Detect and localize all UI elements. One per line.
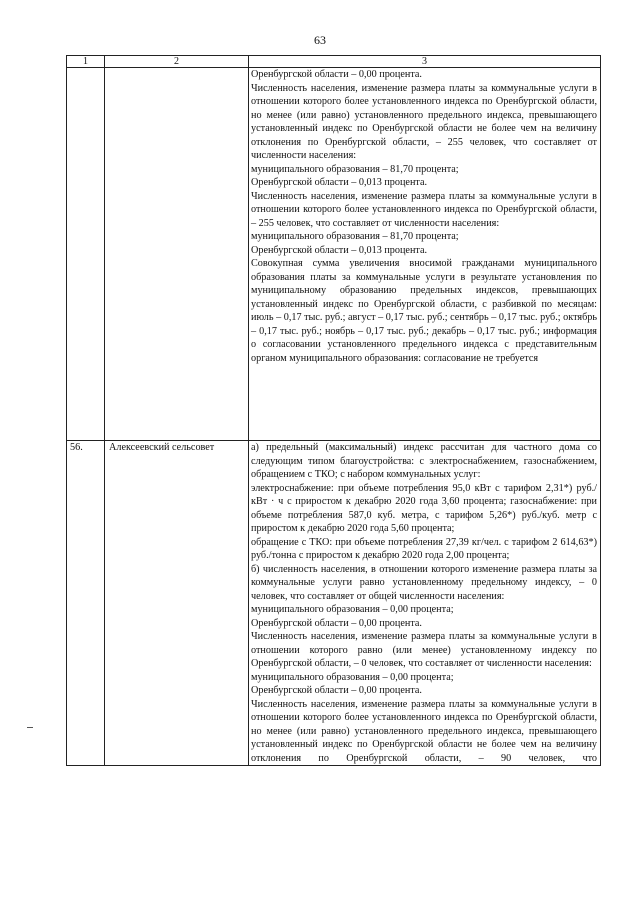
row-description-cell xyxy=(249,68,601,441)
municipality-name: Алексеевский сельсовет xyxy=(105,441,249,766)
paragraph: муниципального образования – 0,00 процента; xyxy=(251,671,454,683)
paragraph: Численность населения, изменение размера платы за коммунальные услуги в отношении которого равно (или менее) установленному индексу по Оренбургской области, – 0 человек, что составляет от численности населения: xyxy=(251,631,597,669)
paragraph: Численность населения, изменение размера платы за коммунальные услуги в отношении которого более установленного индекса по Оренбургской области, но менее (или равно) установленного предельного индекса, превышающего установленный индекс по Оренбургской области не более чем на величину отклонения по Оренбургской области, – 255 человек, что составляет от численности населения: xyxy=(251,82,597,161)
row-number-cell xyxy=(67,68,105,441)
row-number: 56. xyxy=(67,441,105,766)
margin-mark xyxy=(27,727,33,728)
paragraph: б) численность населения, в отношении которого изменение размера платы за коммунальные услуги равно установленному предельному индексу, – 0 человек, что составляет от общей численности населения: xyxy=(251,563,597,602)
header-col-3: 3 xyxy=(249,56,601,68)
paragraph: Численность населения, изменение размера платы за коммунальные услуги в отношении которого более установленного индекса по Оренбургской области, но менее (или равно) установленного предельного индекса, превышающего установленный индекс по Оренбургской области не более чем на величину отклонения по Оренбургской области, – 90 человек, что xyxy=(251,698,597,764)
paragraph: Оренбургской области – 0,013 процента. xyxy=(251,177,428,188)
header-col-2: 2 xyxy=(105,56,249,68)
row-description-cell xyxy=(249,441,601,766)
table-row-continued xyxy=(67,68,601,441)
paragraph: муниципального образования – 81,70 процента; xyxy=(251,231,459,242)
paragraph: Совокупная сумма увеличения вносимой гражданами муниципального образования платы за коммунальные услуги в результате установления по муниципальному образованию предельных индексов, превышающих установленный индекс по Оренбургской области, с разбивкой по месяцам: июль – 0,17 тыс. руб.; август – 0,17 тыс. руб.; сентябрь – 0,17 тыс. руб.; октябрь – 0,17 тыс. руб.; ноябрь – 0,17 тыс. руб.; декабрь – 0,17 тыс. руб.; информация о согласовании установленного предельного индекса с представительным органом муниципального образования: согласование не требуется xyxy=(251,258,598,364)
paragraph: обращение с ТКО: при объеме потребления 27,39 кг/чел. с тарифом 2 614,63*) руб./тонна с приростом к декабрю 2020 года 2,00 процента; xyxy=(251,536,597,561)
paragraph: Численность населения, изменение размера платы за коммунальные услуги в отношении которого более установленного индекса по Оренбургской области, – 255 человек, что составляет от численности населения: xyxy=(251,190,597,229)
paragraph: Оренбургской области – 0,013 процента. xyxy=(251,244,428,256)
header-col-1: 1 xyxy=(67,56,105,68)
paragraph: а) предельный (максимальный) индекс рассчитан для частного дома со следующим типом благоустройства: с электроснабжением, газоснабжением, обращением с ТКО; с набором коммунальных услуг: xyxy=(251,442,597,480)
page-number: 63 xyxy=(314,33,326,47)
paragraph: Оренбургской области – 0,00 процента. xyxy=(251,617,422,629)
row-name-cell xyxy=(105,68,249,441)
paragraph: электроснабжение: при объеме потребления 95,0 кВт с тарифом 2,31*) руб./кВт · ч с приростом к декабрю 2020 года 3,60 процента; газоснабжение: при объеме потребления 587,0 куб. метра, с тарифом 5,26*) руб./куб. метр с приростом к декабрю 2020 года 5,60 процента; xyxy=(251,482,597,534)
content-table xyxy=(66,55,601,766)
paragraph: муниципального образования – 81,70 процента; xyxy=(251,163,459,175)
paragraph: муниципального образования – 0,00 процента; xyxy=(251,604,454,615)
table-row-56 xyxy=(67,441,601,766)
paragraph: Оренбургской области – 0,00 процента. xyxy=(251,69,422,80)
paragraph: Оренбургской области – 0,00 процента. xyxy=(251,685,422,696)
table-header-row xyxy=(67,56,601,68)
